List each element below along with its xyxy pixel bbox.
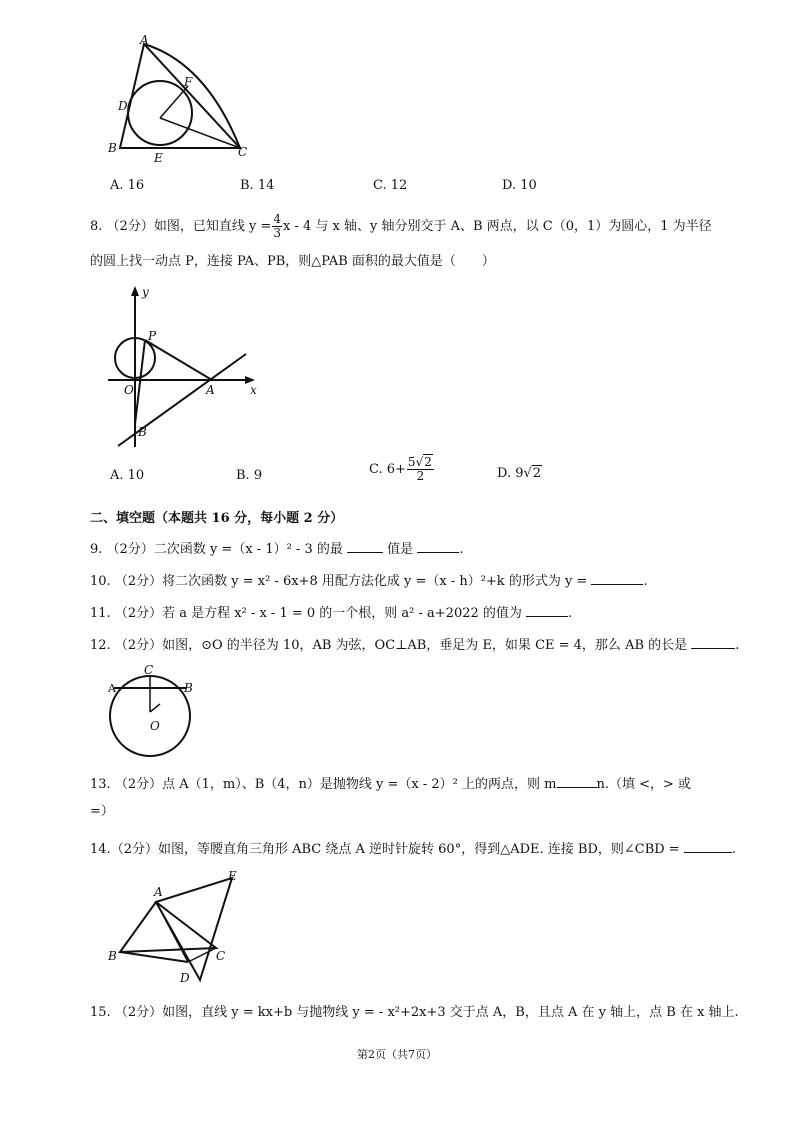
q8-option-c-den: 2 (416, 469, 425, 483)
q8-option-b[interactable]: B. 9 (236, 468, 263, 483)
label-b: B (108, 141, 117, 155)
label-a: A (206, 383, 215, 397)
q8-frac-num: 4 (273, 212, 281, 226)
triangle-ade (156, 878, 232, 980)
q14: 14.（2分）如图，等腰直角三角形 ABC 绕点 A 逆时针旋转 60°，得到△ADE. 连接 BD，则∠CBD = . (90, 838, 736, 860)
page-footer: 第2页（共7页） (357, 1048, 437, 1061)
section-title-fill-blank: 二、填空题（本题共 16 分，每小题 2 分） (90, 511, 344, 526)
label-o: O (124, 383, 134, 397)
label-o: O (150, 719, 160, 733)
label-c: C (216, 949, 226, 963)
q7-option-b[interactable]: B. 14 (240, 178, 275, 193)
segment-dc (188, 948, 216, 962)
label-c: C (144, 663, 154, 677)
q8-score: （2分） (106, 219, 154, 234)
q7-option-d[interactable]: D. 10 (502, 178, 537, 193)
label-c: C (238, 145, 248, 159)
q13: 13. （2分）点 A（1，m）、B（4，n）是抛物线 y =（x - 2）² 上的两点，则 m n.（填 <，> 或 (90, 773, 691, 795)
triangle-abc (120, 902, 216, 952)
q12: 12. （2分）如图，⊙O 的半径为 10，AB 为弦，OC⊥AB，垂足为 E，如果 CE = 4，那么 AB 的长是 . (90, 634, 739, 656)
label-b: B (108, 949, 117, 963)
label-y: y (142, 285, 149, 299)
q13-blank[interactable] (557, 773, 597, 788)
label-a: A (140, 33, 149, 47)
label-f: F (184, 75, 193, 89)
label-e: E (154, 151, 163, 165)
q9-blank-1[interactable] (347, 538, 383, 553)
label-a: A (108, 682, 116, 695)
label-a: A (154, 885, 163, 899)
q7-option-a[interactable]: A. 16 (110, 178, 145, 193)
q8-option-c-prefix: C. 6+ (369, 462, 406, 477)
q10-blank[interactable] (591, 570, 643, 585)
q10: 10. （2分）将二次函数 y = x² - 6x+8 用配方法化成 y =（x - h）²+k 的形式为 y = . (90, 570, 648, 592)
q8-fraction (272, 213, 282, 240)
q7-option-c[interactable]: C. 12 (373, 178, 408, 193)
label-b: B (184, 681, 193, 695)
q8-option-c-fraction (407, 456, 434, 483)
label-d: D (118, 99, 128, 113)
q11-blank[interactable] (526, 602, 568, 617)
q7-figure (100, 33, 260, 168)
q9: 9. （2分）二次函数 y =（x - 1）² - 3 的最 值是 . (90, 538, 463, 560)
q8-option-c-num: 5√2 (407, 455, 432, 469)
radius-line-2 (160, 86, 188, 118)
q9-blank-2[interactable] (417, 538, 459, 553)
y-axis-arrow (131, 286, 139, 296)
q14-figure (104, 868, 254, 988)
segment-ad (156, 902, 188, 962)
q14-blank[interactable] (684, 838, 732, 853)
q13-line2: =） (90, 804, 114, 819)
label-p: P (148, 329, 157, 343)
label-x: x (250, 383, 257, 397)
segment-pb (135, 340, 145, 424)
q8-figure (100, 282, 270, 452)
segment-oa (150, 704, 160, 712)
label-b: B (138, 425, 147, 439)
q15: 15. （2分）如图，直线 y = kx+b 与抛物线 y = - x²+2x+3 交于点 A，B，且点 A 在 y 轴上，点 B 在 x 轴上. (90, 1005, 739, 1020)
q8-frac-den: 3 (273, 226, 281, 240)
q8-line2: 的圆上找一动点 P，连接 PA、PB，则△PAB 面积的最大值是（ ） (90, 254, 495, 269)
q12-figure (104, 662, 214, 766)
q8-text-pre: 如图，已知直线 y = (153, 219, 272, 234)
q8-option-a[interactable]: A. 10 (110, 468, 145, 483)
q8-number: 8. (90, 219, 103, 234)
label-d: D (180, 971, 190, 985)
label-e: E (228, 869, 237, 883)
q8-option-d[interactable]: D. 9√2 (497, 466, 542, 481)
incircle (128, 81, 192, 145)
q11: 11. （2分）若 a 是方程 x² - x - 1 = 0 的一个根，则 a² - a+2022 的值为 . (90, 602, 572, 624)
q8-option-c[interactable] (369, 456, 435, 483)
q12-blank[interactable] (691, 634, 735, 649)
q8-text-post: x - 4 与 x 轴、y 轴分别交于 A、B 两点，以 C（0，1）为圆心，1 为半径 (282, 219, 712, 234)
q8-line1 (90, 213, 712, 240)
segment-bd (120, 952, 188, 962)
